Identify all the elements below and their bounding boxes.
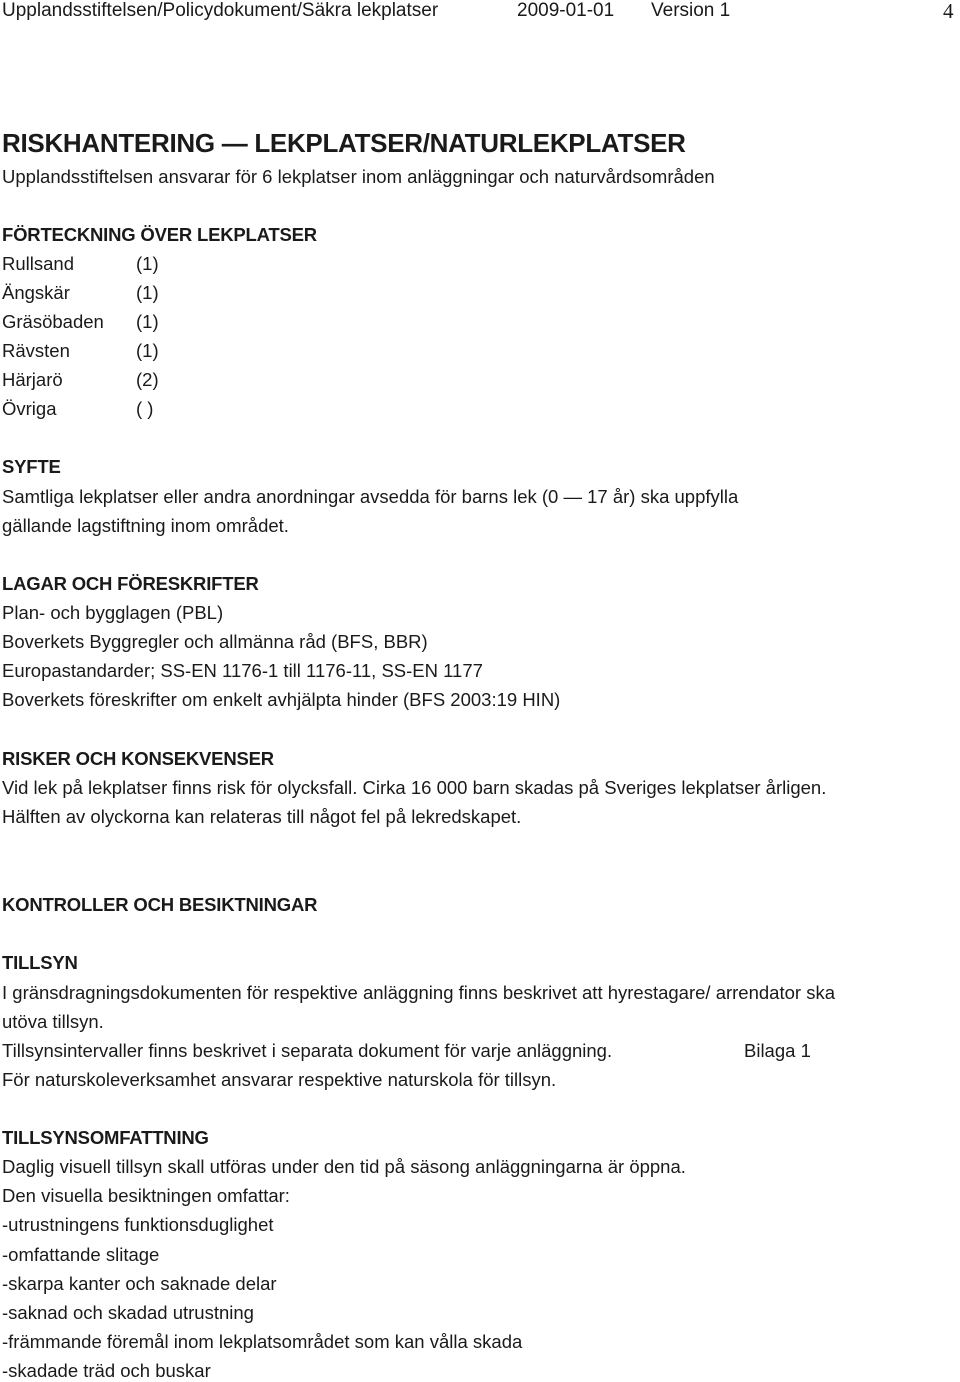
body-line: I gränsdragningsdokumenten för respektive anläggning finns beskrivet att hyrestagare/ arrendator ska — [2, 982, 835, 1003]
section-heading-risker: RISKER OCH KONSEKVENSER — [2, 748, 274, 769]
document-version: Version 1 — [651, 0, 731, 21]
playground-count: (2) — [136, 369, 159, 390]
section-heading-tillsyn: TILLSYN — [2, 952, 78, 973]
playground-name: Härjarö — [2, 369, 63, 390]
playground-count: (1) — [136, 253, 159, 274]
body-line: Europastandarder; SS-EN 1176-1 till 1176-11, SS-EN 1177 — [2, 660, 483, 681]
intro-text: Upplandsstiftelsen ansvarar för 6 lekplatser inom anläggningar och naturvårdsområden — [2, 166, 715, 187]
list-item: -saknad och skadad utrustning — [2, 1302, 254, 1323]
page-title: RISKHANTERING — LEKPLATSER/NATURLEKPLATSER — [2, 128, 686, 158]
playground-name: Ängskär — [2, 282, 70, 303]
playground-name: Rullsand — [2, 253, 74, 274]
body-line: Tillsynsintervaller finns beskrivet i separata dokument för varje anläggning. — [2, 1040, 613, 1061]
body-line: gällande lagstiftning inom området. — [2, 515, 289, 536]
body-line: Boverkets föreskrifter om enkelt avhjälpta hinder (BFS 2003:19 HIN) — [2, 689, 561, 710]
playground-count: (1) — [136, 340, 159, 361]
document-date: 2009-01-01 — [517, 0, 615, 21]
playground-count: ( ) — [136, 398, 154, 419]
bilaga-reference: Bilaga 1 — [744, 1040, 811, 1061]
playground-name: Gräsöbaden — [2, 311, 104, 332]
playground-count: (1) — [136, 311, 159, 332]
list-item: -utrustningens funktionsduglighet — [2, 1214, 274, 1235]
list-item: -skadade träd och buskar — [2, 1360, 211, 1381]
body-line: Hälften av olyckorna kan relateras till något fel på lekredskapet. — [2, 806, 522, 827]
body-line: Samtliga lekplatser eller andra anordningar avsedda för barns lek (0 — 17 år) ska uppfylla — [2, 486, 739, 507]
body-line: För naturskoleverksamhet ansvarar respektive naturskola för tillsyn. — [2, 1069, 557, 1090]
body-line: Vid lek på lekplatser finns risk för olycksfall. Cirka 16 000 barn skadas på Sveriges lekplatser årligen. — [2, 777, 827, 798]
list-item: -skarpa kanter och saknade delar — [2, 1273, 277, 1294]
playground-count: (1) — [136, 282, 159, 303]
body-line: utöva tillsyn. — [2, 1011, 104, 1032]
document-path: Upplandsstiftelsen/Policydokument/Säkra lekplatser — [2, 0, 439, 21]
section-heading-lagar: LAGAR OCH FÖRESKRIFTER — [2, 573, 259, 594]
section-heading-tillsynsomfattning: TILLSYNSOMFATTNING — [2, 1127, 209, 1148]
section-heading-kontroller: KONTROLLER OCH BESIKTNINGAR — [2, 894, 318, 915]
body-line: Daglig visuell tillsyn skall utföras under den tid på säsong anläggningarna är öppna. — [2, 1156, 686, 1177]
body-line: Plan- och bygglagen (PBL) — [2, 602, 224, 623]
list-item: -omfattande slitage — [2, 1244, 160, 1265]
body-line: Boverkets Byggregler och allmänna råd (BFS, BBR) — [2, 631, 428, 652]
page-header — [0, 0, 960, 24]
section-heading-forteckning: FÖRTECKNING ÖVER LEKPLATSER — [2, 224, 317, 245]
body-line: Den visuella besiktningen omfattar: — [2, 1185, 290, 1206]
section-heading-syfte: SYFTE — [2, 456, 61, 477]
list-item: -främmande föremål inom lekplatsområdet som kan vålla skada — [2, 1331, 523, 1352]
page-number: 4 — [943, 0, 954, 23]
playground-name: Övriga — [2, 398, 57, 419]
playground-name: Rävsten — [2, 340, 70, 361]
